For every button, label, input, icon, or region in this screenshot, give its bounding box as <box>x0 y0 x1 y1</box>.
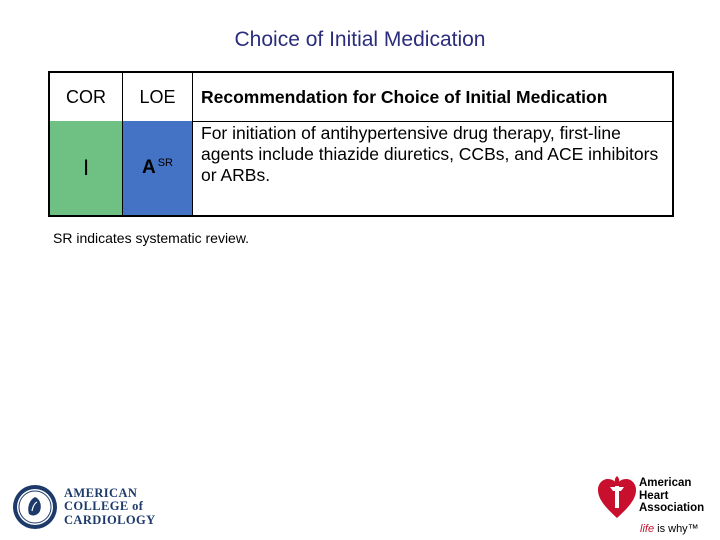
table-row <box>50 121 672 215</box>
recommendation-table <box>48 71 674 217</box>
header-recommendation: Recommendation for Choice of Initial Medication <box>201 86 608 107</box>
acc-logo <box>12 484 156 530</box>
cor-value: I <box>50 121 123 215</box>
aha-wordmark <box>639 477 704 515</box>
loe-suffix: SR <box>157 157 173 169</box>
aha-line-2: Heart <box>639 489 669 502</box>
aha-tagline <box>640 523 699 535</box>
acc-line-1: AMERICAN <box>64 485 138 500</box>
recommendation-text: For initiation of antihypertensive drug therapy, first-line agents include thiazide diuretics, CCBs, and ACE inhibitors or ARBs. <box>201 123 659 185</box>
header-loe: LOE <box>123 73 193 121</box>
aha-tagline-rest: is why™ <box>654 523 699 535</box>
aha-tagline-life: life <box>640 523 655 535</box>
footnote: SR indicates systematic review. <box>53 230 250 246</box>
header-cor: COR <box>50 73 123 121</box>
table-header-row <box>50 73 672 122</box>
aha-line-3: Association <box>639 502 705 514</box>
aha-logo <box>596 474 714 540</box>
acc-seal-icon <box>12 484 58 530</box>
loe-level: A <box>141 157 156 178</box>
slide-title: Choice of Initial Medication <box>234 28 486 51</box>
aha-line-1: American <box>639 477 692 489</box>
acc-line-3: CARDIOLOGY <box>64 512 156 527</box>
aha-heart-torch-icon <box>596 474 638 520</box>
acc-line-2: COLLEGE of <box>64 499 144 514</box>
loe-value <box>123 121 193 215</box>
acc-wordmark <box>64 487 156 528</box>
